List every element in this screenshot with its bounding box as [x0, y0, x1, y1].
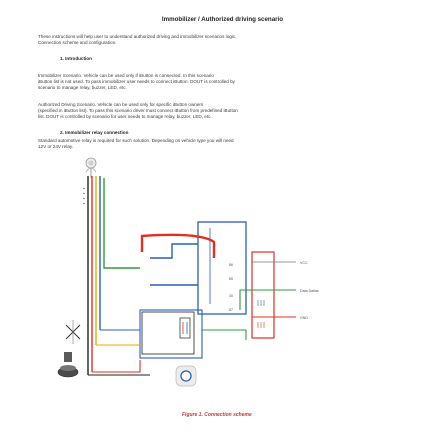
- p2-line-3: list. DOUT is controlled by scenario for user needs to manage relay, buzzer, LED, etc.: [38, 114, 212, 119]
- led-icon: [66, 320, 80, 344]
- ibutton-reader-icon: [58, 352, 78, 377]
- p3-line-1: Standard automotive relay is required for such solution. Depending on vehicle type you will need: [38, 138, 234, 143]
- doc-title: Immobilizer / Authorized driving scenario: [161, 16, 284, 23]
- section2-heading: 2. Immobilizer relay connection: [60, 130, 129, 135]
- figure-caption: Figure 1. Connection scheme: [182, 412, 252, 418]
- relay-85-label: 85: [229, 277, 233, 281]
- harness-resistor: [180, 318, 190, 338]
- relay-86-label: 86: [229, 263, 233, 267]
- ibutton-probe-icon: [83, 158, 96, 204]
- connector-labels: [300, 261, 319, 320]
- data-dallas-label: Data Dallas: [300, 289, 319, 293]
- harness-lower: [88, 310, 246, 375]
- relay-control-wires: [150, 244, 198, 285]
- intro-line-2: Connection scheme and configuration.: [38, 40, 117, 45]
- gnd-label: GND: [300, 316, 308, 320]
- p2-line-1: Authorized Driving Scenario. Vehicle can be used only for specific iButton owners: [38, 102, 204, 107]
- relay-module: [198, 222, 246, 314]
- p3-line-2: 12V or 24V relay.: [38, 144, 74, 149]
- p1-line-3: scenario to manage relay, buzzer, LED, etc.: [38, 85, 127, 90]
- vcc-label: VCC: [300, 261, 308, 265]
- key-fob-icon: [176, 366, 196, 386]
- intro-line-1: These instructions will help user to understand authorized driving and immobilizer scenarios logic,: [38, 34, 237, 39]
- p1-line-2: iButton list is not used. To pass immobilizer user needs to connect iButton. DOUT is controlled by: [38, 79, 235, 84]
- right-connector: [240, 252, 296, 338]
- relay-30-label: 30: [229, 294, 233, 298]
- relay-87-label: 87: [229, 308, 233, 312]
- p2-line-2: (specified in iButton list). To pass this scenario driver must connect iButton from predefined iButton: [38, 108, 238, 113]
- p1-line-1: Immobilizer Scenario. Vehicle can be used only if iButton is connected. In this scenario: [38, 73, 214, 78]
- section1-heading: 1. Introduction: [60, 56, 92, 61]
